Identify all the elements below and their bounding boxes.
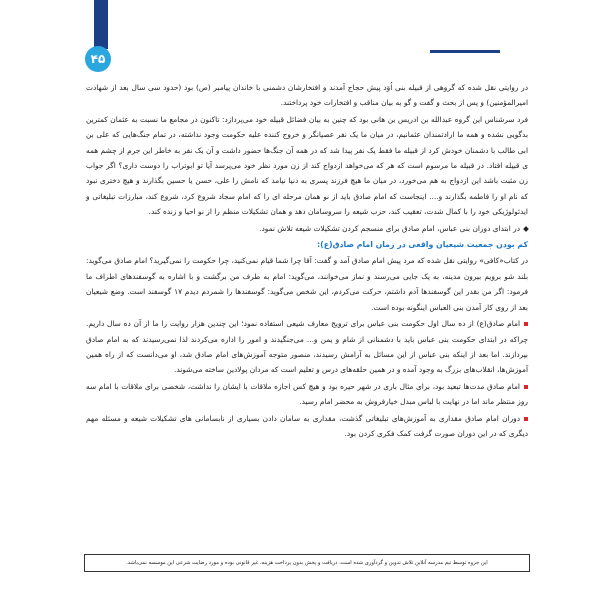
red-square-bullet-icon [524, 385, 528, 389]
bullet-item-4 [86, 411, 528, 442]
page-body [86, 80, 528, 442]
bullet-item-1 [86, 221, 528, 236]
paragraph-2: فرد سرشناس این گروه عبدالله بن ادریس بن هانی بود که چنین به بیان فضائل قبیله خود می‌پردازد: تاکنون در مجامع ما نسبت به عثمان کمترین بدگویی نشده و همه ما ارادتمندان عثمانیم، در میان ما یک نفر عصیانگر و خروج کننده علیه حکومت وجود نداشته، در تمام جنگ‌هایی که علی بن ابی طالب با دشمنان خودش کرد از قبیله ما فقط یک نفر پیدا شد که در همه آن جنگ‌ها حضور داشت و آن یک نفر به خاطر این جرم از چشم همه ی قبیله افتاد. در قبیله ما مرسوم است که هر که می‌خواهد ازدواج کند از زن مورد نظر خود می‌پرسد آیا تو ابوتراب را دوست داری؟ اگر جواب زن مثبت باشد این ازدواج به هم می‌خورد، در میان ما هیچ فرزند پسری به دنیا نیامد که نامش را علی، حسن یا حسین بگذارند و هیچ دختری نبود که نام او را فاطمه بگذارند و.... اینجاست که امام صادق باید از نو همان مرحله ای را که امام سجاد شروع کرد، شروع کند، مبارزات تبلیغاتی و ایدئولوژیکی خود را با کمال شدت، تعقیب کند، حزب شیعه را سروسامان دهد و همان تشکیلات منظم را از نو احیا و زنده کند. [86, 114, 528, 217]
bullet-item-3 [86, 379, 528, 410]
paragraph-3: در کتاب«کافی» روایتی نقل شده که مرد پیش امام صادق آمد و گفت: آقا چرا شما قیام نمی‌کنید، چرا حکومت را نمی‌گیرید؟ امام صادق می‌گوید: بلند شو برویم بیرون مدینه، به یک جایی می‌رسند و نماز می‌خوانند، می‌گوید: امام به طرف من برگشت و با اشاره به گوسفندهای اطراف ما فرمود: اگر من بقدر این گوسفندها آدم داشتم، حرکت می‌کردم، این شخص می‌گوید: گوسفندها را شمردم دیدم ۱۷ گوسفند است. وضع شیعیان بعد از روی کار آمدن بنی العباس اینگونه بوده است. [86, 256, 528, 312]
top-accent-bar [94, 0, 108, 49]
red-square-bullet-icon [524, 322, 528, 326]
diamond-bullet-icon [523, 226, 529, 232]
red-square-bullet-icon [524, 417, 528, 421]
bullet-text-2: امام صادق(ع) از ده سال اول حکومت بنی عباس برای ترویج معارف شیعی استفاده نمود؛ این چندین هزار روایت را ما از آن ده سال داریم. چراکه در ابتدای حکومت بنی عباس باید با دشمنانی از شام و یمن و... می‌جنگیدند و امور را اداره می‌کردند لذا نمی‌رسیدند که به امام صادق بپردازند. اما بعد از اینکه بنی عباس از این مسائل به آرامش رسیدند، منصور متوجه آموزش‌های امام صادق شد، او می‌دانست که از راه همین آموزش‌ها، انقلاب‌های بزرگ به وجود آمده و در همین حلقه‌های درس و تعلیم است که مردان پولادین ساخته می‌شوند. [86, 319, 528, 375]
footer-notice: این جزوه توسط تیم مدرسه آنلاین تلاش تدوین و گردآوری شده است، دریافت و پخش بدون پرداخت هزینه، غیر قانونی بوده و مورد رضایت شرعی این موسسه نمی‌باشد. [84, 554, 530, 572]
paragraph-1: در روایتی نقل شده که گروهی از قبیله بنی اُوَد پیش حجاج آمدند و افتخارشان دشمنی با خاندان پیامبر (ص) بود (حدود سی سال بعد از شهادت امیرالمؤمنین) و پس از بحث و گفت و گو به بیان مناقب و افتخارات خود پرداختند. [86, 83, 528, 108]
bullet-text-4: دوران امام صادق مقداری به آموزش‌های تبلیغاتی گذشت، مقداری به سامان دادن بسیاری از نابسامانی های تشکیلات شیعه و مسئله مهم دیگری که در این دوران صورت گرفت کمک فکری کردن بود. [86, 413, 528, 438]
bullet-item-2 [86, 316, 528, 378]
bullet-text-1: در ابتدای دوران بنی عباس، امام صادق برای منسجم کردن تشکیلات شیعه تلاش نمود. [259, 223, 520, 233]
page-number-badge: ۴۵ [85, 46, 111, 72]
section-heading: کم بودن جمعیت شیعیان واقعی در زمان امام صادق(ع): [317, 240, 528, 250]
bullet-text-3: امام صادق مدت‌ها تبعید بود، برای مثال باری در شهر حیره بود و هیچ کس اجازه ملاقات با ایشان را نداشت، شخصی برای ملاقات با امام سه روز منتظر ماند اما در نهایت با لباس مبدل خیارفروش به محضر امام رسید. [86, 381, 528, 407]
top-rule-line [430, 50, 500, 53]
